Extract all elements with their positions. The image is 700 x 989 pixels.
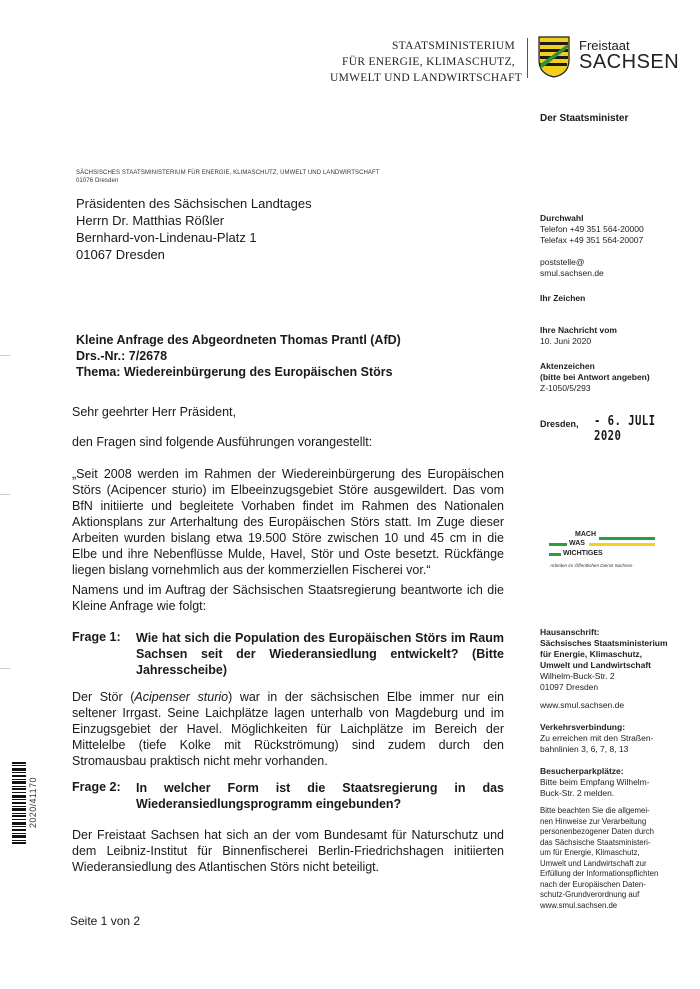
question-2-text: In welcher Form ist die Staatsregierung in das Wiederansiedlungsprogramm eingebunden?	[136, 781, 504, 811]
answer-1-paragraph	[72, 689, 504, 769]
recipient-line-1: Präsidenten des Sächsischen Landtages	[76, 196, 312, 211]
privacy-line-1: Bitte beachten Sie die allgemei-	[540, 806, 650, 815]
city: 01097 Dresden	[540, 682, 599, 692]
intro-text: den Fragen sind folgende Ausführungen vorangestellt:	[72, 435, 373, 449]
durchwahl-label: Durchwahl	[540, 213, 584, 223]
question-1-label: Frage 1:	[72, 630, 121, 644]
privacy-line-2: nen Hinweise zur Verarbeitung	[540, 816, 647, 826]
answer-2-paragraph: Der Freistaat Sachsen hat sich an der vom Bundesamt für Naturschutz und dem Leibniz-Institut für Binnenfischerei Berlin-Friedrichshagen initiierten Wiederansiedlung des Atlantischen Störs nicht beteiligt.	[72, 828, 504, 874]
aktenzeichen-value: Z-1050/5/293	[540, 383, 591, 393]
mach-was-wichtiges-logo	[549, 530, 657, 570]
salutation: Sehr geehrter Herr Präsident,	[72, 405, 236, 419]
hausanschrift-line-3: Umwelt und Landwirtschaft	[540, 660, 651, 670]
hausanschrift-label: Hausanschrift:	[540, 627, 600, 637]
subject-line-2: Drs.-Nr.: 7/2678	[76, 349, 168, 363]
recipient-line-2: Herrn Dr. Matthias Rößler	[76, 213, 225, 228]
sender-line-2: 01076 Dresden	[76, 178, 119, 184]
verkehr-block	[540, 722, 690, 755]
telefax: Telefax +49 351 564-20007	[540, 235, 644, 245]
minister-title: Der Staatsminister	[540, 113, 629, 124]
logo-tagline: Arbeiten im Öffentlichen Dienst Sachsen	[550, 563, 633, 568]
header-divider	[527, 38, 528, 78]
quote-paragraph: „Seit 2008 werden im Rahmen der Wiedereinbürgerung des Europäischen Störs (Acipencer sturio) im Elbeeinzugsgebiet Störe ausgewildert. Das vom BfN initiierte und begleitete Vorhaben findet im Rahmen des Nationalen Aktionsplans zur Arterhaltung des Europäischen Störs statt. Im Zuge dieser Arbeiten wurden bislang etwa 19.500 Störe zwischen 10 und 45 cm in die Elbe und ihre Nebenflüsse Mulde, Havel, Stör und Oste besetzt. Rückfänge liegen bislang vornehmlich aus der kommerziellen Fischerei vor.“	[72, 467, 504, 577]
contact-block	[540, 213, 690, 246]
ihre-nachricht-date: 10. Juni 2020	[540, 336, 592, 346]
freistaat-label: Freistaat	[579, 38, 630, 53]
email-line-1: poststelle@	[540, 257, 585, 267]
privacy-block	[540, 806, 690, 911]
answer-1-post: ) war in der sächsischen Elbe immer nur ein seltener Irrgast. Seine Laichplätze lagen unterhalb von Magdeburg und im Einzugsgebiet der Havel. Möglichkeiten für Laichplätze im Bereich der Mittelelbe (tiefe Kolke mit Rückströmung) sind zudem durch den Stromausbau praktisch nicht mehr vorhanden.	[72, 690, 504, 768]
besucher-line-2: Buck-Str. 2 melden.	[540, 788, 615, 798]
verkehr-line-2: bahnlinien 3, 6, 7, 8, 13	[540, 744, 629, 754]
privacy-line-7: Erfüllung der Informationspflichten	[540, 869, 659, 878]
fold-mark-2	[0, 668, 10, 669]
ihr-zeichen-label: Ihr Zeichen	[540, 293, 586, 303]
sender-line	[76, 169, 380, 185]
email-line-2: smul.sachsen.de	[540, 268, 604, 278]
dresden-label: Dresden,	[540, 419, 579, 429]
email-block	[540, 257, 690, 279]
mandate-paragraph: Namens und im Auftrag der Sächsischen Staatsregierung beantworte ich die Kleine Anfrage wie folgt:	[72, 583, 504, 613]
verkehr-line-1: Zu erreichen mit den Straßen-	[540, 733, 654, 743]
privacy-line-6: Umwelt und Landwirtschaft zur	[540, 858, 647, 868]
date-stamp: - 6. JULI 2020	[594, 414, 656, 444]
fold-mark-1	[0, 355, 10, 356]
logo-bar-green-bottom	[549, 553, 561, 556]
besucher-line-1: Bitte beim Empfang Wilhelm-	[540, 777, 650, 787]
logo-bar-green-left	[549, 543, 567, 546]
ministry-line-3: UMWELT UND LANDWIRTSCHAFT	[330, 72, 523, 84]
aktenzeichen-block	[540, 361, 690, 394]
recipient-address	[76, 195, 312, 263]
logo-mach: MACH	[575, 531, 596, 538]
recipient-line-4: 01067 Dresden	[76, 247, 165, 262]
subject-block	[76, 332, 401, 380]
privacy-line-5: um für Energie, Klimaschutz,	[540, 848, 640, 857]
street: Wilhelm-Buck-Str. 2	[540, 671, 615, 681]
sachsen-label: SACHSEN	[579, 51, 680, 73]
ihre-nachricht-block	[540, 325, 690, 347]
question-2-label: Frage 2:	[72, 780, 121, 794]
page-number: Seite 1 von 2	[70, 914, 141, 928]
aktenzeichen-label: Aktenzeichen	[540, 361, 595, 371]
answer-1-pre: Der Stör (	[72, 690, 135, 704]
privacy-line-9: schutz-Grundverordnung auf	[540, 890, 640, 899]
privacy-line-4: das Sächsische Staatsministeri-	[540, 837, 651, 847]
ministry-name	[330, 38, 523, 86]
verkehr-label: Verkehrsverbindung:	[540, 722, 626, 732]
website: www.smul.sachsen.de	[540, 700, 625, 710]
hausanschrift-line-2: für Energie, Klimaschutz,	[540, 649, 643, 659]
question-1-text: Wie hat sich die Population des Europäischen Störs im Raum Sachsen seit der Wiederansiedlung entwickelt? (Bitte Jahresscheibe)	[136, 631, 504, 677]
privacy-line-10: www.smul.sachsen.de	[540, 900, 618, 910]
privacy-line-3: personenbezogener Daten durch	[540, 827, 655, 836]
logo-was: WAS	[569, 540, 585, 547]
besucher-block	[540, 766, 690, 799]
ministry-line-1: STAATSMINISTERIUM	[391, 40, 515, 52]
saxony-coat-of-arms-icon	[538, 36, 570, 78]
logo-bar-green-top	[599, 537, 655, 540]
recipient-line-3: Bernhard-von-Lindenau-Platz 1	[76, 230, 257, 245]
ihre-nachricht-label: Ihre Nachricht vom	[540, 325, 617, 335]
punch-mark	[0, 494, 10, 495]
telefon: Telefon +49 351 564-20000	[540, 224, 644, 234]
aktenzeichen-hint: (bitte bei Antwort angeben)	[540, 372, 650, 382]
subject-line-1: Kleine Anfrage des Abgeordneten Thomas Prantl (AfD)	[76, 333, 401, 347]
answer-1-species: Acipenser sturio	[134, 690, 229, 704]
subject-line-3: Thema: Wiedereinbürgerung des Europäischen Störs	[76, 365, 393, 379]
logo-wichtiges: WICHTIGES	[563, 550, 603, 557]
hausanschrift-line-1: Sächsisches Staatsministerium	[540, 638, 668, 648]
barcode-number: 2020/41170	[28, 777, 38, 828]
hausanschrift-block	[540, 627, 690, 693]
ministry-line-2: FÜR ENERGIE, KLIMASCHUTZ,	[342, 56, 515, 68]
logo-bar-yellow	[589, 543, 655, 546]
privacy-line-8: nach der Europäischen Daten-	[540, 879, 646, 889]
besucher-label: Besucherparkplätze:	[540, 766, 624, 776]
barcode	[12, 762, 26, 844]
sender-line-1: SÄCHSISCHES STAATSMINISTERIUM FÜR ENERGIE, KLIMASCHUTZ, UMWELT UND LANDWIRTSCHAFT	[76, 170, 380, 176]
